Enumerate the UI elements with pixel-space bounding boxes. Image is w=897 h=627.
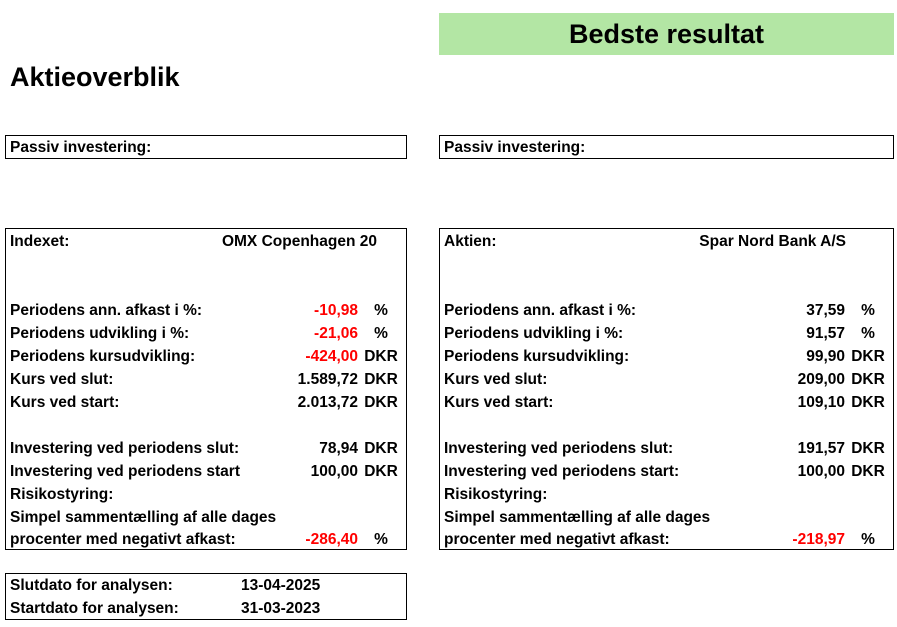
stock-name: Spar Nord Bank A/S: [699, 233, 846, 250]
development-unit: %: [374, 325, 388, 342]
development-value: -21,06: [314, 325, 358, 342]
negative-percent-label: procenter med negativt afkast:: [10, 531, 236, 548]
analysis-dates-box: [5, 573, 407, 620]
negative-percent-value: -286,40: [305, 531, 358, 548]
passive-box-right: [439, 135, 894, 159]
simple-sum-label: Simpel sammentælling af alle dages: [10, 509, 277, 526]
end-date-label: Slutdato for analysen:: [10, 577, 173, 594]
investment-end-unit: DKR: [364, 440, 398, 457]
ann-return-value: 37,59: [806, 302, 845, 319]
ann-return-unit: %: [861, 302, 875, 319]
start-price-unit: DKR: [851, 394, 885, 411]
ann-return-label: Periodens ann. afkast i %:: [10, 302, 203, 319]
price-development-label: Periodens kursudvikling:: [444, 348, 630, 365]
page-title: Aktieoverblik: [10, 62, 180, 92]
investment-start-value: 100,00: [797, 463, 845, 480]
negative-percent-label: procenter med negativt afkast:: [444, 531, 670, 548]
ann-return-label: Periodens ann. afkast i %:: [444, 302, 637, 319]
index-name: OMX Copenhagen 20: [221, 233, 377, 250]
price-development-value: 99,90: [806, 348, 845, 365]
start-price-value: 109,10: [797, 394, 845, 411]
simple-sum-label: Simpel sammentælling af alle dages: [444, 509, 711, 526]
ann-return-unit: %: [374, 302, 388, 319]
index-panel: [5, 228, 407, 550]
price-development-label: Periodens kursudvikling:: [10, 348, 196, 365]
negative-percent-unit: %: [861, 531, 875, 548]
stock-panel: [439, 228, 894, 550]
end-price-unit: DKR: [364, 371, 398, 388]
start-price-label: Kurs ved start:: [10, 394, 120, 411]
investment-start-label: Investering ved periodens start:: [444, 463, 680, 480]
investment-start-label: Investering ved periodens start: [10, 463, 240, 480]
start-date-value: 31-03-2023: [241, 600, 321, 617]
passive-label: Passiv investering:: [10, 139, 152, 156]
investment-end-unit: DKR: [851, 440, 885, 457]
risk-label: Risikostyring:: [444, 486, 548, 503]
price-development-unit: DKR: [851, 348, 885, 365]
risk-label: Risikostyring:: [10, 486, 114, 503]
best-result-banner: Bedste resultat: [439, 13, 894, 55]
investment-start-unit: DKR: [851, 463, 885, 480]
index-header-label: Indexet:: [10, 233, 70, 250]
stock-header-label: Aktien:: [444, 233, 497, 250]
start-price-unit: DKR: [364, 394, 398, 411]
passive-box-left: [5, 135, 407, 159]
investment-start-unit: DKR: [364, 463, 398, 480]
investment-start-value: 100,00: [310, 463, 358, 480]
price-development-value: -424,00: [305, 348, 358, 365]
development-unit: %: [861, 325, 875, 342]
end-price-label: Kurs ved slut:: [444, 371, 548, 388]
development-value: 91,57: [806, 325, 845, 342]
end-price-label: Kurs ved slut:: [10, 371, 114, 388]
end-date-value: 13-04-2025: [241, 577, 321, 594]
negative-percent-unit: %: [374, 531, 388, 548]
start-price-value: 2.013,72: [297, 394, 358, 411]
price-development-unit: DKR: [364, 348, 398, 365]
end-price-value: 209,00: [797, 371, 845, 388]
investment-end-value: 78,94: [319, 440, 358, 457]
investment-end-value: 191,57: [797, 440, 845, 457]
end-price-value: 1.589,72: [297, 371, 358, 388]
start-price-label: Kurs ved start:: [444, 394, 554, 411]
ann-return-value: -10,98: [314, 302, 358, 319]
start-date-label: Startdato for analysen:: [10, 600, 179, 617]
development-label: Periodens udvikling i %:: [444, 325, 624, 342]
negative-percent-value: -218,97: [792, 531, 845, 548]
investment-end-label: Investering ved periodens slut:: [10, 440, 240, 457]
end-price-unit: DKR: [851, 371, 885, 388]
passive-label: Passiv investering:: [444, 139, 586, 156]
development-label: Periodens udvikling i %:: [10, 325, 190, 342]
investment-end-label: Investering ved periodens slut:: [444, 440, 674, 457]
